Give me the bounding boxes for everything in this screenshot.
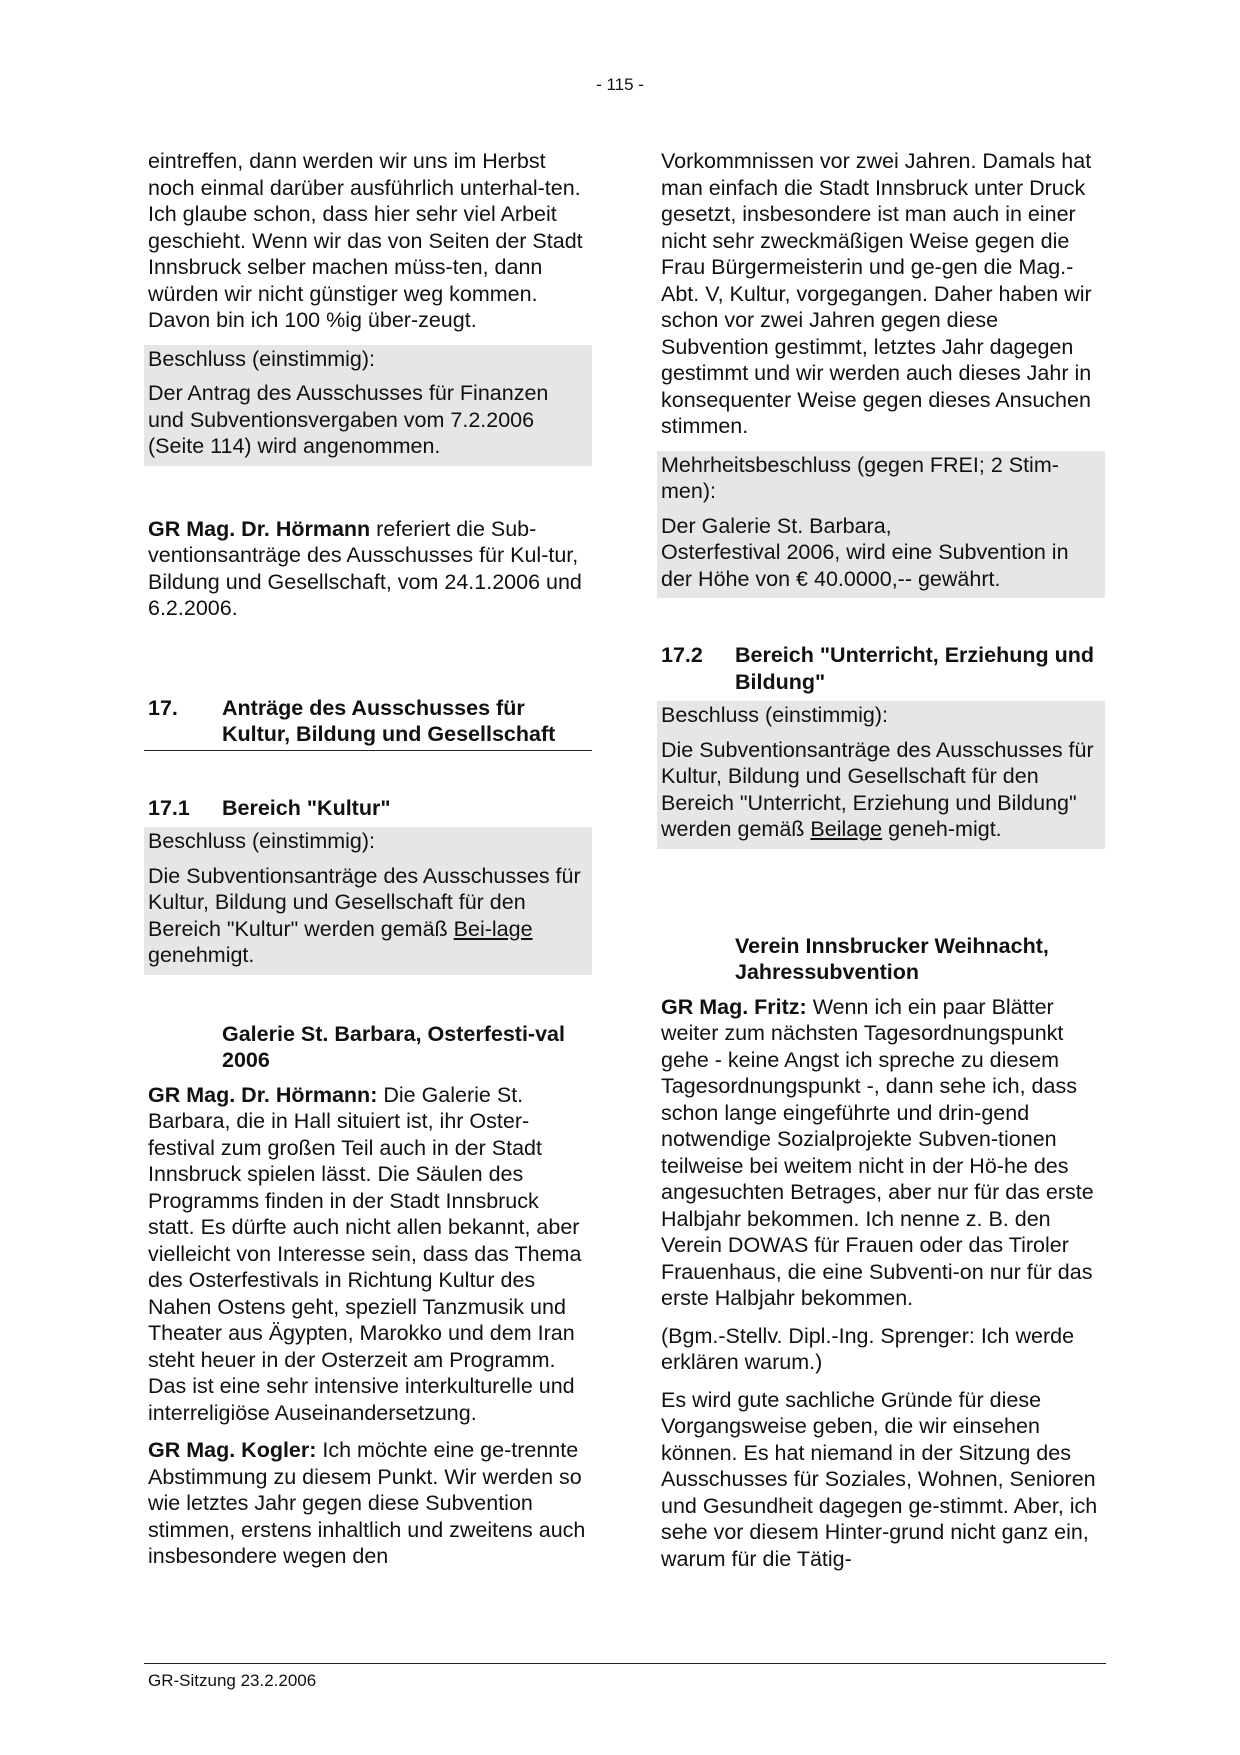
left-column [148, 148, 588, 1581]
speaker-name: GR Mag. Dr. Hörmann [148, 516, 371, 541]
section-title: Bereich "Unterricht, Erziehung und Bildung" [735, 643, 1095, 694]
paragraph: Es wird gute sachliche Gründe für diese Vorgangsweise geben, die wir einsehen können. Es hat niemand in der Sitzung des Ausschusses für Soziales, Wohnen, Senioren und Gesundheit dagegen ge-stimmt. Aber, ich sehe vor diesem Hinter-grund nicht ganz ein, warum für die Tätig- [661, 1387, 1098, 1571]
resolution-text-part: Die Subventionsanträge des Ausschusses für Kultur, Bildung und Gesellschaft für den Bereich "Unterricht, Erziehung und Bildung" werden gemäß [661, 737, 1094, 841]
speaker-name: GR Mag. Fritz: [661, 994, 807, 1019]
speech-text: Wenn ich ein paar Blätter weiter zum nächsten Tagesordnungspunkt gehe - keine Angst ich spreche zu diesem Tagesordnungspunkt -, dann sehe ich, dass schon lange eingeführte und drin-gend notwendige Sozialprojekte Subven-tionen teilweise bei weitem nicht in der Hö-he des angesuchten Betrages, aber nur für das erste Halbjahr bekommen. Ich nenne z. B. den Verein DOWAS für Frauen oder das Tiroler Frauenhaus, die eine Subventi-on nur für das erste Halbjahr bekommen. [661, 994, 1094, 1310]
resolution-text [661, 732, 1101, 849]
section-number: 17.2 [661, 643, 703, 667]
section-title: Anträge des Ausschusses für Kultur, Bildung und Gesellschaft [222, 695, 556, 746]
section-title: Bereich "Kultur" [222, 795, 391, 820]
resolution-label: Beschluss (einstimmig): [148, 346, 375, 371]
paragraph [148, 516, 588, 622]
resolution-text-part: Der Galerie St. Barbara, [661, 513, 892, 538]
section-number: 17.1 [148, 795, 190, 820]
speaker-name: GR Mag. Kogler: [148, 1438, 317, 1462]
footer-text: GR-Sitzung 23.2.2006 [148, 1671, 317, 1690]
resolution-box [657, 701, 1105, 849]
section-heading [148, 795, 588, 822]
speech-text: referiert die Sub-ventionsanträge des Ausschusses für Kul-tur, Bildung und Gesellschaft, vom 24.1.2006 und 6.2.2006. [148, 516, 582, 620]
subheading: Galerie St. Barbara, Osterfesti-val 2006 [222, 1021, 565, 1072]
resolution-text-part: genehmigt. [148, 943, 255, 967]
resolution-label: Beschluss (einstimmig): [661, 703, 888, 727]
right-column [661, 148, 1101, 1583]
resolution-text [661, 508, 1101, 599]
resolution-text-part: geneh-migt. [882, 817, 1002, 841]
paragraph [148, 1437, 588, 1570]
resolution-text-part: Osterfestival 2006, wird eine Subvention in der Höhe von € 40.0000,-- gewährt. [661, 540, 1069, 591]
section-number: 17. [148, 695, 178, 720]
resolution-label: Beschluss (einstimmig): [148, 829, 375, 853]
resolution-box [144, 827, 592, 975]
resolution-label: Mehrheitsbeschluss (gegen FREI; 2 Stim-men): [661, 452, 1059, 503]
footer-divider [144, 1663, 1106, 1664]
interjection: (Bgm.-Stellv. Dipl.-Ing. Sprenger: Ich werde erklären warum.) [661, 1323, 1075, 1374]
section-heading [144, 695, 592, 751]
beilage-link[interactable]: Bei-lage [453, 916, 533, 941]
paragraph [148, 1082, 588, 1427]
resolution-box [657, 451, 1105, 599]
page-number: - 115 - [596, 75, 644, 94]
paragraph [661, 994, 1101, 1312]
paragraph: Vorkommnissen vor zwei Jahren. Damals hat man einfach die Stadt Innsbruck unter Druck gesetzt, insbesondere ist man auch in einer nicht sehr zweckmäßigen Weise gegen die Frau Bürgermeisterin und ge-gen die Mag.-Abt. V, Kultur, vorgegangen. Daher haben wir schon vor zwei Jahren gegen diese Subvention gestimmt, letztes Jahr dagegen gestimmt und wir werden auch dieses Jahr in konsequenter Weise gegen dieses Ansuchen stimmen. [661, 149, 1092, 438]
paragraph: eintreffen, dann werden wir uns im Herbst noch einmal darüber ausführlich unterhal-ten. Ich glaube schon, dass hier sehr viel Arbeit geschieht. Wenn wir das von Seiten der Stadt Innsbruck selber machen müss-ten, dann würden wir nicht günstiger weg kommen. Davon bin ich 100 %ig über-zeugt. [148, 149, 583, 332]
resolution-text-part: Die Subventionsanträge des Ausschusses für Kultur, Bildung und Gesellschaft für den Bereich "Kultur" werden gemäß [148, 863, 581, 941]
speech-text: Ich möchte eine ge-trennte Abstimmung zu diesem Punkt. Wir werden so wie letztes Jahr gegen diese Subvention stimmen, erstens inhaltlich und zweitens auch insbesondere wegen den [148, 1438, 586, 1568]
speaker-name: GR Mag. Dr. Hörmann: [148, 1082, 378, 1107]
resolution-box [144, 345, 592, 466]
subheading: Verein Innsbrucker Weihnacht, Jahressubvention [735, 933, 1049, 984]
beilage-link[interactable]: Beilage [810, 817, 883, 841]
section-heading [661, 642, 1101, 695]
resolution-text: Der Antrag des Ausschusses für Finanzen und Subventionsvergaben vom 7.2.2006 (Seite 114) wird angenommen. [148, 381, 549, 458]
resolution-text [148, 858, 588, 975]
speech-text: Die Galerie St. Barbara, die in Hall situiert ist, ihr Oster-festival zum großen Teil auch in der Stadt Innsbruck spielen lässt. Die Säulen des Programms finden in der Stadt Innsbruck statt. Es dürfte auch nicht allen bekannt, aber vielleicht von Interesse sein, dass das Thema des Osterfestivals in Richtung Kultur des Nahen Ostens geht, speziell Tanzmusik und Theater aus Ägypten, Marokko und dem Iran steht heuer in der Osterzeit am Programm. Das ist eine sehr intensive interkulturelle und interreligiöse Auseinandersetzung. [148, 1082, 582, 1425]
